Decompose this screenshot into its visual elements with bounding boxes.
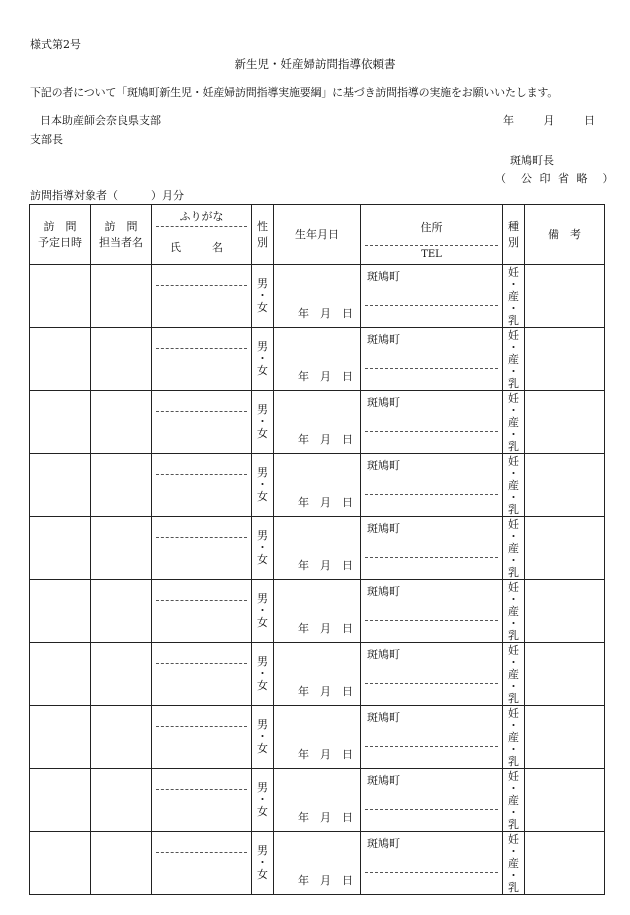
header-divider	[365, 245, 498, 246]
sex-options: 男 ・ 女	[257, 340, 268, 377]
tel-divider	[365, 431, 498, 432]
remarks-cell[interactable]	[525, 769, 605, 832]
visit-date-cell[interactable]	[30, 832, 91, 895]
town-label: 斑鳩町	[367, 522, 400, 535]
staff-name-cell[interactable]	[91, 832, 152, 895]
table-row	[30, 769, 605, 832]
tel-divider	[365, 494, 498, 495]
table-row	[30, 265, 605, 328]
tel-divider	[365, 368, 498, 369]
table-row	[30, 517, 605, 580]
request-text: 下記の者について「斑鳩町新生児・妊産婦訪問指導実施要綱」に基づき訪問指導の実施をお願いいたします。	[30, 86, 559, 99]
table-header-row	[30, 205, 605, 265]
staff-name-cell[interactable]	[91, 517, 152, 580]
furigana-divider	[156, 474, 247, 475]
remarks-cell[interactable]	[525, 391, 605, 454]
sex-cell[interactable]	[252, 265, 274, 328]
type-options: 妊 ・ 産 ・ 乳	[508, 707, 519, 768]
sex-options: 男 ・ 女	[257, 718, 268, 755]
type-options: 妊 ・ 産 ・ 乳	[508, 644, 519, 705]
dob-label: 年 月 日	[298, 874, 353, 887]
name-cell[interactable]	[152, 391, 252, 454]
visit-date-cell[interactable]	[30, 265, 91, 328]
town-label: 斑鳩町	[367, 648, 400, 661]
table-row	[30, 454, 605, 517]
type-options: 妊 ・ 産 ・ 乳	[508, 770, 519, 831]
header-name	[152, 205, 252, 265]
address-cell[interactable]	[361, 706, 503, 769]
visit-date-cell[interactable]	[30, 706, 91, 769]
recipient-organization: 日本助産師会奈良県支部	[40, 114, 161, 127]
type-cell[interactable]	[503, 769, 525, 832]
dob-cell[interactable]	[274, 265, 361, 328]
visit-date-cell[interactable]	[30, 769, 91, 832]
type-cell[interactable]	[503, 265, 525, 328]
header-address-label: 住所	[420, 221, 443, 234]
staff-name-cell[interactable]	[91, 265, 152, 328]
visit-request-table	[29, 204, 605, 895]
date-month-label: 月	[543, 114, 555, 127]
sex-options: 男 ・ 女	[257, 466, 268, 503]
type-cell[interactable]	[503, 832, 525, 895]
address-cell[interactable]	[361, 580, 503, 643]
dob-label: 年 月 日	[298, 622, 353, 635]
tel-divider	[365, 746, 498, 747]
type-cell[interactable]	[503, 580, 525, 643]
furigana-divider	[156, 285, 247, 286]
sex-options: 男 ・ 女	[257, 844, 268, 881]
remarks-cell[interactable]	[525, 706, 605, 769]
dob-cell[interactable]	[274, 643, 361, 706]
visit-date-cell[interactable]	[30, 517, 91, 580]
sex-options: 男 ・ 女	[257, 529, 268, 566]
document-title: 新生児・妊産婦訪問指導依頼書	[234, 57, 396, 71]
address-cell[interactable]	[361, 328, 503, 391]
recipient-title: 支部長	[30, 133, 63, 146]
target-month-label: 訪問指導対象者（ ）月分	[30, 189, 184, 202]
dob-cell[interactable]	[274, 832, 361, 895]
date-day-label: 日	[584, 114, 595, 127]
table-row	[30, 832, 605, 895]
form-number: 様式第2号	[30, 38, 81, 51]
visit-date-cell[interactable]	[30, 643, 91, 706]
furigana-divider	[156, 600, 247, 601]
remarks-cell[interactable]	[525, 643, 605, 706]
town-label: 斑鳩町	[367, 711, 400, 724]
header-visit-date: 訪 問 予定日時	[30, 205, 91, 265]
tel-divider	[365, 557, 498, 558]
furigana-divider	[156, 726, 247, 727]
staff-name-cell[interactable]	[91, 769, 152, 832]
table-row	[30, 643, 605, 706]
furigana-divider	[156, 663, 247, 664]
sex-cell[interactable]	[252, 454, 274, 517]
dob-cell[interactable]	[274, 391, 361, 454]
staff-name-cell[interactable]	[91, 328, 152, 391]
town-label: 斑鳩町	[367, 270, 400, 283]
header-tel-label: TEL	[421, 249, 442, 260]
furigana-divider	[156, 789, 247, 790]
address-cell[interactable]	[361, 517, 503, 580]
address-cell[interactable]	[361, 391, 503, 454]
sex-cell[interactable]	[252, 391, 274, 454]
staff-name-cell[interactable]	[91, 580, 152, 643]
tel-divider	[365, 683, 498, 684]
dob-label: 年 月 日	[298, 559, 353, 572]
name-cell[interactable]	[152, 454, 252, 517]
sex-options: 男 ・ 女	[257, 592, 268, 629]
furigana-divider	[156, 537, 247, 538]
header-sex: 性 別	[252, 205, 274, 265]
tel-divider	[365, 809, 498, 810]
type-cell[interactable]	[503, 643, 525, 706]
sex-cell[interactable]	[252, 580, 274, 643]
remarks-cell[interactable]	[525, 517, 605, 580]
sex-cell[interactable]	[252, 706, 274, 769]
header-divider	[156, 226, 247, 227]
remarks-cell[interactable]	[525, 580, 605, 643]
remarks-cell[interactable]	[525, 265, 605, 328]
issuer: 斑鳩町長	[510, 154, 554, 167]
sex-cell[interactable]	[252, 832, 274, 895]
sex-options: 男 ・ 女	[257, 403, 268, 440]
furigana-divider	[156, 348, 247, 349]
dob-label: 年 月 日	[298, 433, 353, 446]
type-cell[interactable]	[503, 454, 525, 517]
dob-label: 年 月 日	[298, 370, 353, 383]
visit-date-cell[interactable]	[30, 580, 91, 643]
town-label: 斑鳩町	[367, 585, 400, 598]
date-year-label: 年	[503, 114, 514, 127]
type-options: 妊 ・ 産 ・ 乳	[508, 329, 519, 390]
visit-date-cell[interactable]	[30, 328, 91, 391]
sex-cell[interactable]	[252, 643, 274, 706]
type-cell[interactable]	[503, 328, 525, 391]
dob-label: 年 月 日	[298, 748, 353, 761]
tel-divider	[365, 872, 498, 873]
furigana-divider	[156, 852, 247, 853]
town-label: 斑鳩町	[367, 333, 400, 346]
sex-options: 男 ・ 女	[257, 655, 268, 692]
name-cell[interactable]	[152, 643, 252, 706]
tel-divider	[365, 620, 498, 621]
type-cell[interactable]	[503, 517, 525, 580]
type-options: 妊 ・ 産 ・ 乳	[508, 518, 519, 579]
sex-cell[interactable]	[252, 769, 274, 832]
town-label: 斑鳩町	[367, 774, 400, 787]
name-cell[interactable]	[152, 328, 252, 391]
type-options: 妊 ・ 産 ・ 乳	[508, 266, 519, 327]
header-furigana: ふりがな	[179, 210, 224, 223]
header-address	[361, 205, 503, 265]
table-row	[30, 580, 605, 643]
remarks-cell[interactable]	[525, 328, 605, 391]
issue-date	[503, 112, 595, 128]
dob-label: 年 月 日	[298, 685, 353, 698]
town-label: 斑鳩町	[367, 837, 400, 850]
staff-name-cell[interactable]	[91, 706, 152, 769]
staff-name-cell[interactable]	[91, 454, 152, 517]
name-cell[interactable]	[152, 832, 252, 895]
dob-cell[interactable]	[274, 706, 361, 769]
table-row	[30, 706, 605, 769]
staff-name-cell[interactable]	[91, 643, 152, 706]
dob-label: 年 月 日	[298, 307, 353, 320]
dob-label: 年 月 日	[298, 496, 353, 509]
remarks-cell[interactable]	[525, 832, 605, 895]
table-row	[30, 328, 605, 391]
furigana-divider	[156, 411, 247, 412]
remarks-cell[interactable]	[525, 454, 605, 517]
header-remarks: 備 考	[525, 205, 605, 265]
name-cell[interactable]	[152, 706, 252, 769]
table-row	[30, 391, 605, 454]
name-cell[interactable]	[152, 517, 252, 580]
sex-options: 男 ・ 女	[257, 781, 268, 818]
sex-cell[interactable]	[252, 328, 274, 391]
tel-divider	[365, 305, 498, 306]
town-label: 斑鳩町	[367, 459, 400, 472]
town-label: 斑鳩町	[367, 396, 400, 409]
dob-cell[interactable]	[274, 328, 361, 391]
type-options: 妊 ・ 産 ・ 乳	[508, 392, 519, 453]
type-options: 妊 ・ 産 ・ 乳	[508, 833, 519, 894]
address-cell[interactable]	[361, 454, 503, 517]
address-cell[interactable]	[361, 643, 503, 706]
visit-date-cell[interactable]	[30, 454, 91, 517]
name-cell[interactable]	[152, 769, 252, 832]
header-staff: 訪 問 担当者名	[91, 205, 152, 265]
sex-cell[interactable]	[252, 517, 274, 580]
header-type: 種 別	[503, 205, 525, 265]
type-cell[interactable]	[503, 706, 525, 769]
address-cell[interactable]	[361, 769, 503, 832]
header-dob: 生年月日	[274, 205, 361, 265]
type-options: 妊 ・ 産 ・ 乳	[508, 581, 519, 642]
address-cell[interactable]	[361, 265, 503, 328]
dob-cell[interactable]	[274, 769, 361, 832]
name-cell[interactable]	[152, 580, 252, 643]
name-cell[interactable]	[152, 265, 252, 328]
address-cell[interactable]	[361, 832, 503, 895]
staff-name-cell[interactable]	[91, 391, 152, 454]
type-options: 妊 ・ 産 ・ 乳	[508, 455, 519, 516]
header-name-label: 氏 名	[170, 241, 233, 254]
type-cell[interactable]	[503, 391, 525, 454]
seal-omitted-note: （ 公 印 省 略 ）	[495, 172, 616, 185]
dob-cell[interactable]	[274, 580, 361, 643]
dob-label: 年 月 日	[298, 811, 353, 824]
dob-cell[interactable]	[274, 454, 361, 517]
visit-date-cell[interactable]	[30, 391, 91, 454]
dob-cell[interactable]	[274, 517, 361, 580]
sex-options: 男 ・ 女	[257, 277, 268, 314]
